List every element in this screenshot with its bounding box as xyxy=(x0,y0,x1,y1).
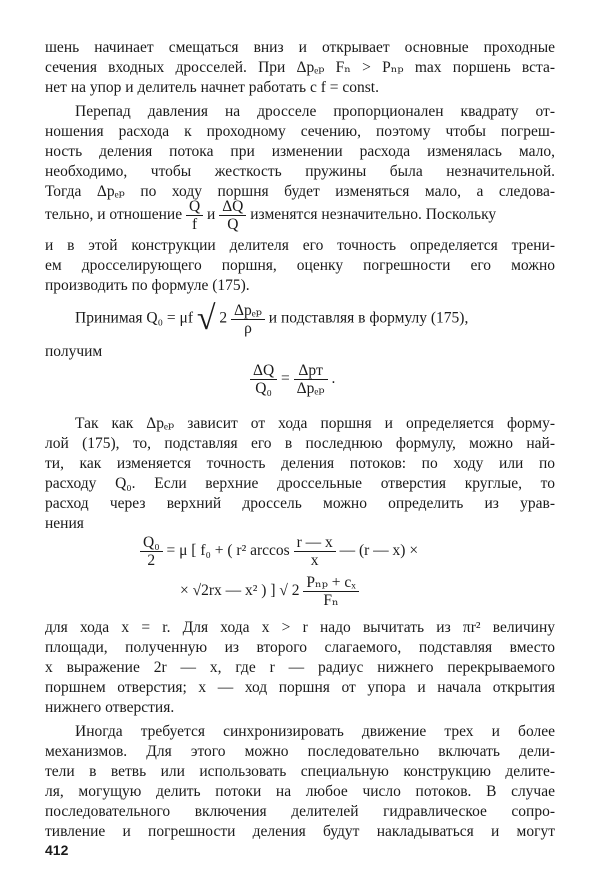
fraction-lhs xyxy=(250,362,277,397)
text-line: ношения расхода к проходному сечению, поэтому чтобы погреш- xyxy=(45,123,555,140)
text-line: ность деления потока при изменении расхода изменялась мало, xyxy=(45,143,555,160)
numerator: Δpₑₚ xyxy=(231,302,265,320)
ratio-line xyxy=(45,198,555,233)
text-line: сечения входных дросселей. При Δpₑₚ Fₙ > Pₙₚ max поршень вста- xyxy=(45,59,555,76)
numerator: ΔQ xyxy=(250,362,277,380)
text-line: расходу Q₀. Если верхние дроссельные отверстия круглые, то xyxy=(45,475,555,492)
text-line: Иногда требуется синхронизировать движение трех и более xyxy=(75,723,555,740)
denominator: x xyxy=(310,552,319,569)
text-fragment: изменятся незначительно. Поскольку xyxy=(250,206,497,224)
page-number: 412 xyxy=(45,842,69,858)
numerator: Δpᴛ xyxy=(294,362,328,380)
text-line: нения xyxy=(45,515,84,532)
fraction-p-over-f xyxy=(303,574,358,609)
text-fragment: и подставляя в формулу (175), xyxy=(268,309,469,327)
text-line: нижнего отверстия. xyxy=(45,699,175,716)
text-line: ти, как изменяется точность деления потоков: по ходу или по xyxy=(45,455,555,472)
text-line: для хода x = r. Для хода x > r надо вычитать из πr² величину xyxy=(45,619,555,636)
denominator: f xyxy=(191,216,198,233)
text-line: и в этой конструкции делителя его точность определяется трени- xyxy=(45,237,555,254)
expression: — (r — x) × xyxy=(339,542,419,560)
expression: × √2rx — x² ) ] √ xyxy=(180,582,288,600)
text-line: x выражение 2r — x, где r — радиус нижнего перекрываемого xyxy=(45,659,555,676)
text-line: расход через верхний дроссель можно определить из урав- xyxy=(45,495,555,512)
numerator: Pₙₚ + cₓ xyxy=(303,574,358,592)
equation-flow-line-1 xyxy=(140,534,418,569)
text-line: механизмов. Для этого можно последовательно включать дели- xyxy=(45,743,555,760)
fraction-q0-over-2 xyxy=(140,534,163,569)
text-line: ем дросселирующего поршня, оценку погрешности его можно xyxy=(45,257,555,274)
numerator: Q₀ xyxy=(140,534,163,552)
text-fragment: Принимая Q₀ = μf xyxy=(75,309,193,327)
denominator: ρ xyxy=(244,319,252,337)
fraction-dp-over-rho xyxy=(231,302,265,337)
text-line: Перепад давления на дросселе пропорционален квадрату от- xyxy=(75,103,555,120)
root-coefficient: 2 xyxy=(219,309,228,327)
text-line: последовательного включения делителей гидравлическое сопро- xyxy=(45,803,555,820)
text-line: тивление и погрешности деления будут накладываться и могут xyxy=(45,823,555,840)
denominator: Q xyxy=(227,216,239,233)
numerator: ΔQ xyxy=(219,198,246,216)
denominator: Fₙ xyxy=(323,592,339,609)
denominator: Q₀ xyxy=(255,380,272,397)
period: . xyxy=(331,370,336,388)
root-sign: √ xyxy=(196,300,216,337)
text-line: поршнем отверстия; x — ход поршня от упора и начала открытия xyxy=(45,679,555,696)
denominator: 2 xyxy=(147,552,156,569)
denominator: Δpₑₚ xyxy=(296,380,325,397)
numerator: Q xyxy=(186,198,203,216)
text-line: шень начинает смещаться вниз и открывает основные проходные xyxy=(45,39,555,56)
text-line: тели в ветвь или использовать специальную конструкцию делите- xyxy=(45,763,555,780)
text-line: Так как Δpₑₚ зависит от хода поршня и определяется форму- xyxy=(75,415,555,432)
text-fragment: тельно, и отношение xyxy=(45,206,183,224)
text-line: площади, полученную из второго слагаемого, подставляя вместо xyxy=(45,639,555,656)
equation-flow-line-2 xyxy=(180,574,359,609)
text-line: ля, могущую делить потоки на любое число потоков. В случае xyxy=(45,783,555,800)
root-coefficient: 2 xyxy=(291,582,300,600)
text-line: лой (175), то, подставляя его в последнюю формулу, можно най- xyxy=(45,435,555,452)
text-line: Тогда Δpₑₚ по ходу поршня будет изменяться мало, а следова- xyxy=(45,183,555,200)
equation-error-ratio xyxy=(250,362,335,397)
fraction-rhs xyxy=(294,362,328,397)
expression: = μ [ f₀ + ( r² arccos xyxy=(166,542,290,560)
text-line: необходимо, чтобы жесткость пружины была незначительной. xyxy=(45,163,555,180)
numerator: r — x xyxy=(294,534,336,552)
accept-line xyxy=(75,300,555,338)
text-fragment: и xyxy=(207,206,216,224)
text-line: нет на упор и делитель начнет работать с f = const. xyxy=(45,79,379,96)
text-line: производить по формуле (175). xyxy=(45,277,250,294)
fraction-dq-over-q xyxy=(219,198,246,233)
text-line: получим xyxy=(45,343,103,360)
fraction-q-over-f xyxy=(186,198,203,233)
fraction-r-minus-x xyxy=(294,534,336,569)
equals-sign: = xyxy=(281,370,290,388)
